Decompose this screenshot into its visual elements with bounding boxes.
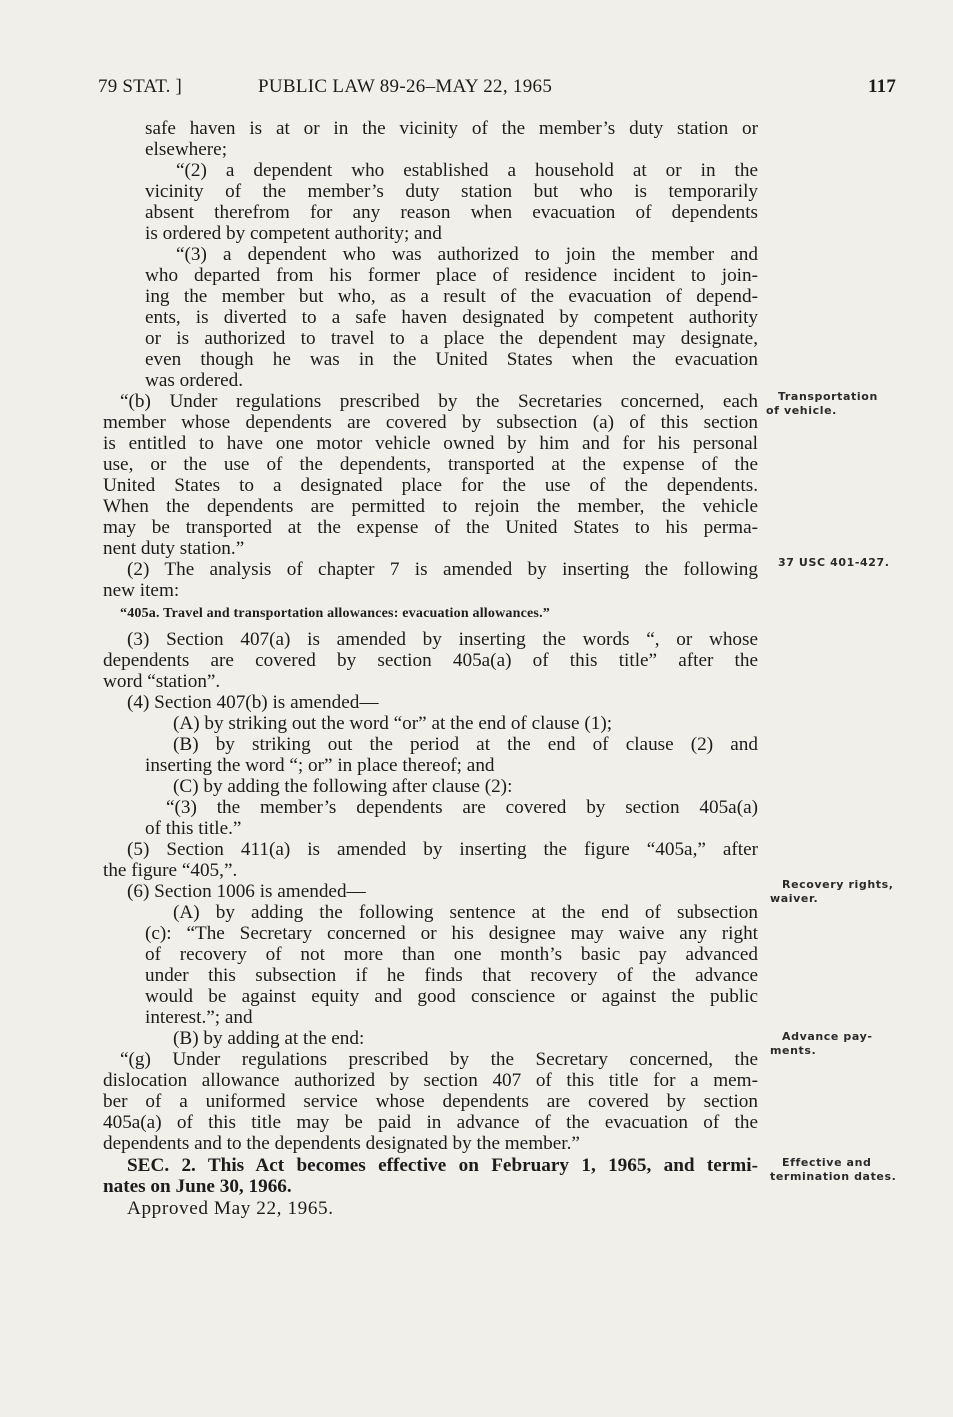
text-line: (3) Section 407(a) is amended by inserting the words “, or whose <box>127 629 758 650</box>
text-line: may be transported at the expense of the United States to his perma- <box>103 517 758 538</box>
text-line: (B) by adding at the end: <box>173 1028 365 1049</box>
text-line: ber of a uniformed service whose dependents are covered by section <box>103 1091 758 1112</box>
text-line: or is authorized to travel to a place the dependent may designate, <box>145 328 758 349</box>
text-line: new item: <box>103 580 180 601</box>
text-line: the figure “405,”. <box>103 860 238 881</box>
text-line: “405a. Travel and transportation allowances: evacuation allowances.” <box>120 606 550 621</box>
approval-line: Approved May 22, 1965. <box>127 1198 334 1219</box>
text-line: is ordered by competent authority; and <box>145 223 442 244</box>
text-line: elsewhere; <box>145 139 228 160</box>
text-line: nent duty station.” <box>103 538 245 559</box>
text-line: vicinity of the member’s duty station but who is temporarily <box>145 181 758 202</box>
text-line: nates on June 30, 1966. <box>103 1176 292 1197</box>
text-line: “(3) a dependent who was authorized to join the member and <box>176 244 758 265</box>
text-line: ents, is diverted to a safe haven designated by competent authority <box>145 307 758 328</box>
text-line: When the dependents are permitted to rejoin the member, the vehicle <box>103 496 758 517</box>
text-line: “(b) Under regulations prescribed by the Secretaries concerned, each <box>120 391 758 412</box>
text-line: “(2) a dependent who established a household at or in the <box>176 160 758 181</box>
text-line: would be against equity and good conscience or against the public <box>145 986 758 1007</box>
text-line: (c): “The Secretary concerned or his designee may waive any right <box>145 923 758 944</box>
margin-note-usc-citation: 37 USC 401-427. <box>778 556 890 569</box>
text-line: is entitled to have one motor vehicle owned by him and for his personal <box>103 433 758 454</box>
margin-note-transportation: Transportation of vehicle. <box>766 390 878 417</box>
text-line: member whose dependents are covered by subsection (a) of this section <box>103 412 758 433</box>
margin-note-effective: Effective and termination dates. <box>770 1156 897 1183</box>
margin-note-recovery: Recovery rights, waiver. <box>770 878 894 905</box>
text-line: ing the member but who, as a result of the evacuation of depend- <box>145 286 758 307</box>
text-line: was ordered. <box>145 370 244 391</box>
text-line: (A) by striking out the word “or” at the end of clause (1); <box>173 713 613 734</box>
text-line: (B) by striking out the period at the end of clause (2) and <box>173 734 758 755</box>
text-line: United States to a designated place for the use of the dependents. <box>103 475 758 496</box>
text-line: (2) The analysis of chapter 7 is amended by inserting the following <box>127 559 758 580</box>
text-line: 405a(a) of this title may be paid in advance of the evacuation of the <box>103 1112 758 1133</box>
text-line: word “station”. <box>103 671 221 692</box>
text-line: dependents and to the dependents designated by the member.” <box>103 1133 580 1154</box>
running-head: PUBLIC LAW 89-26–MAY 22, 1965 <box>258 76 553 97</box>
text-line: inserting the word “; or” in place thereof; and <box>145 755 495 776</box>
text-line: who departed from his former place of residence incident to join- <box>145 265 758 286</box>
text-line: (4) Section 407(b) is amended— <box>127 692 379 713</box>
text-line: absent therefrom for any reason when evacuation of dependents <box>145 202 758 223</box>
text-line: under this subsection if he finds that recovery of the advance <box>145 965 758 986</box>
text-line: (6) Section 1006 is amended— <box>127 881 366 902</box>
margin-note-advance: Advance pay- ments. <box>770 1030 873 1057</box>
text-line: interest.”; and <box>145 1007 253 1028</box>
text-line: safe haven is at or in the vicinity of the member’s duty station or <box>145 118 758 139</box>
text-line: (C) by adding the following after clause (2): <box>173 776 513 797</box>
volume-citation: 79 STAT. ] <box>98 76 183 97</box>
text-line: (5) Section 411(a) is amended by inserting the figure “405a,” after <box>127 839 758 860</box>
text-line: dislocation allowance authorized by section 407 of this title for a mem- <box>103 1070 758 1091</box>
text-line: SEC. 2. This Act becomes effective on February 1, 1965, and termi- <box>127 1155 758 1176</box>
text-line: dependents are covered by section 405a(a) of this title” after the <box>103 650 758 671</box>
text-line: of recovery of not more than one month’s basic pay advanced <box>145 944 758 965</box>
text-line: “(g) Under regulations prescribed by the Secretary concerned, the <box>120 1049 758 1070</box>
text-line: “(3) the member’s dependents are covered by section 405a(a) <box>166 797 758 818</box>
text-line: of this title.” <box>145 818 242 839</box>
text-line: (A) by adding the following sentence at the end of subsection <box>173 902 758 923</box>
text-line: even though he was in the United States when the evacuation <box>145 349 758 370</box>
text-line: use, or the use of the dependents, transported at the expense of the <box>103 454 758 475</box>
page-number: 117 <box>868 76 897 97</box>
